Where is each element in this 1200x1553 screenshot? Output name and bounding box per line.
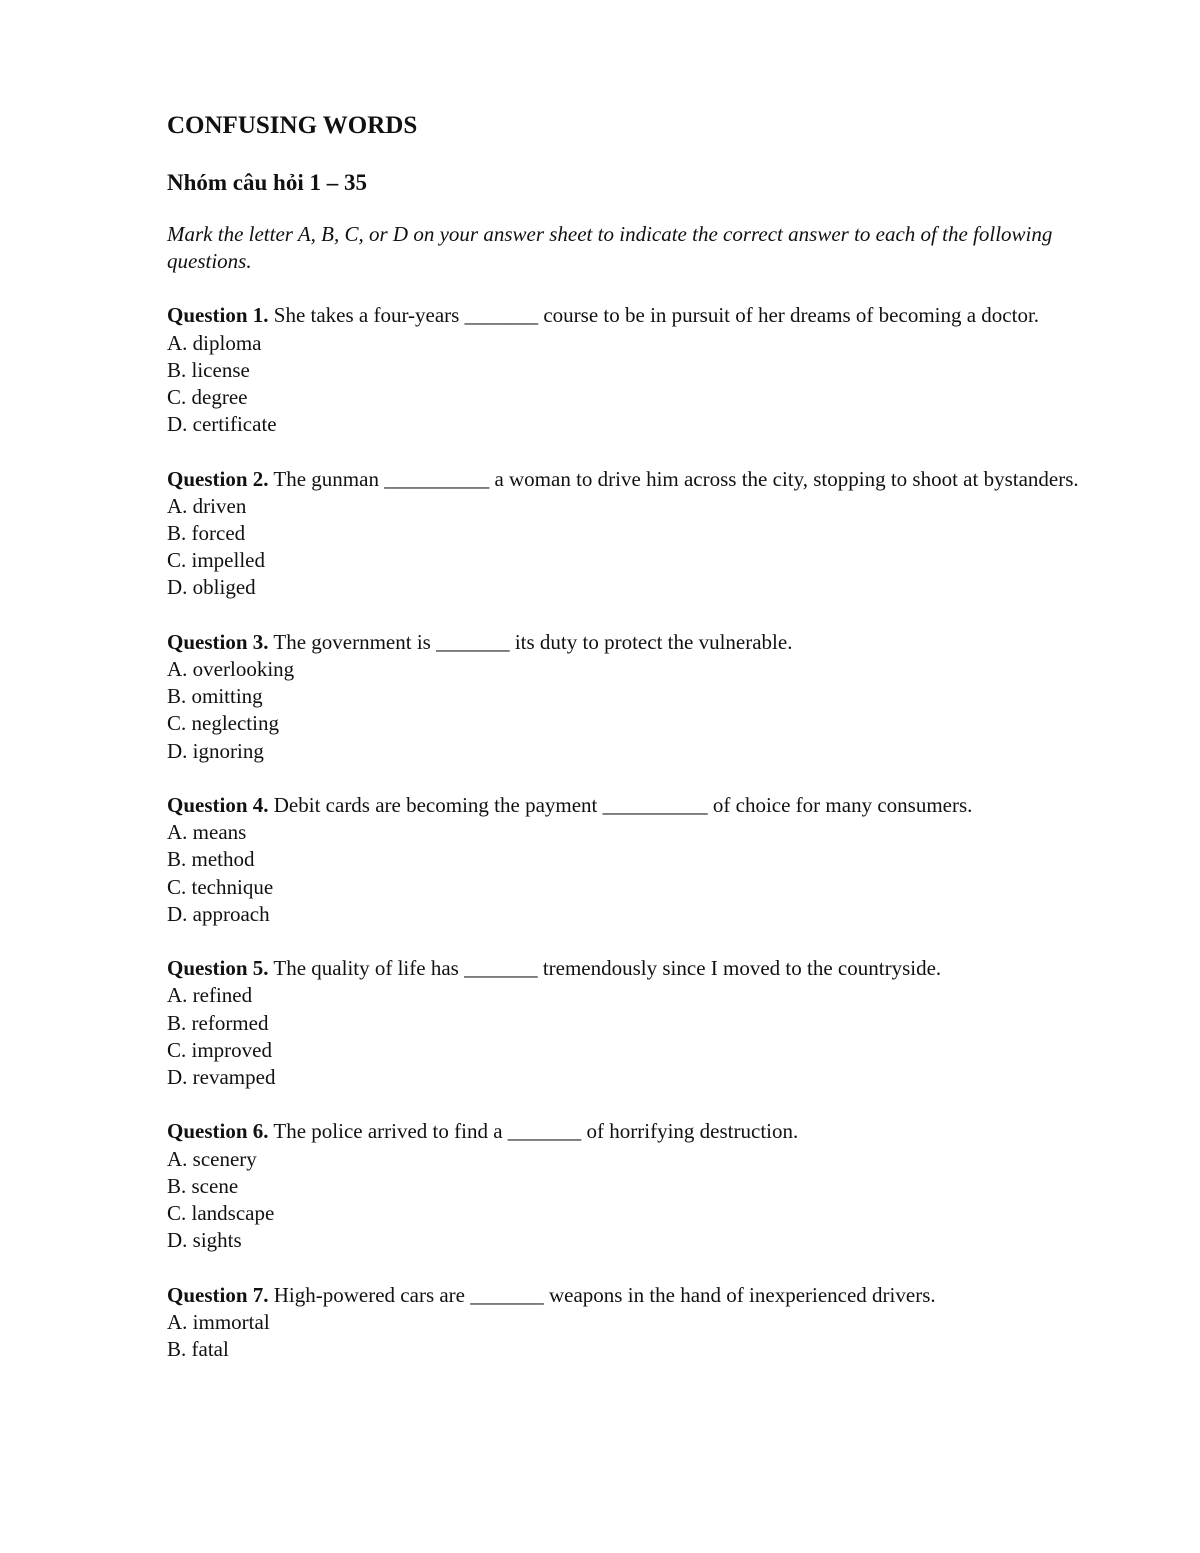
question-label: Question 7. bbox=[167, 1282, 269, 1307]
question-text: Debit cards are becoming the payment __________ of choice for many consumers. bbox=[268, 793, 973, 818]
option-a: A. immortal bbox=[167, 1309, 270, 1334]
option-d: D. ignoring bbox=[167, 738, 264, 763]
option-c: C. degree bbox=[167, 385, 248, 410]
option-d: D. obliged bbox=[167, 575, 256, 600]
option-b: B. fatal bbox=[167, 1337, 229, 1362]
question-text: The quality of life has _______ tremendously since I moved to the countryside. bbox=[268, 956, 942, 981]
option-a: A. refined bbox=[167, 983, 253, 1008]
option-b: B. omitting bbox=[167, 684, 263, 709]
option-b: B. scene bbox=[167, 1173, 239, 1198]
question-label: Question 1. bbox=[167, 303, 269, 328]
question-text: The government is _______ its duty to protect the vulnerable. bbox=[268, 629, 793, 654]
option-a: A. driven bbox=[167, 493, 247, 518]
question-text: She takes a four-years _______ course to be in pursuit of her dreams of becoming a doctor. bbox=[268, 303, 1040, 328]
section-title: Nhóm câu hỏi 1 – 35 bbox=[167, 170, 367, 195]
document-page bbox=[167, 108, 1092, 1390]
question-stem bbox=[167, 1282, 1092, 1309]
option-b: B. forced bbox=[167, 521, 246, 546]
question-stem bbox=[167, 466, 1092, 493]
option-a: A. means bbox=[167, 820, 247, 845]
question-label: Question 6. bbox=[167, 1119, 269, 1144]
question-label: Question 2. bbox=[167, 466, 269, 491]
option-c: C. improved bbox=[167, 1037, 272, 1062]
option-d: D. sights bbox=[167, 1228, 242, 1253]
question-stem bbox=[167, 302, 1092, 329]
question-label: Question 4. bbox=[167, 793, 269, 818]
question-stem bbox=[167, 792, 1092, 819]
question-text: High-powered cars are _______ weapons in the hand of inexperienced drivers. bbox=[268, 1282, 936, 1307]
question-stem bbox=[167, 955, 1092, 982]
question-text: The gunman __________ a woman to drive him across the city, stopping to shoot at bystanders. bbox=[268, 466, 1079, 491]
question-text: The police arrived to find a _______ of horrifying destruction. bbox=[268, 1119, 799, 1144]
document-title: CONFUSING WORDS bbox=[167, 112, 418, 139]
option-d: D. certificate bbox=[167, 412, 277, 437]
option-b: B. reformed bbox=[167, 1010, 269, 1035]
question-2 bbox=[167, 466, 1092, 602]
option-c: C. impelled bbox=[167, 548, 265, 573]
option-a: A. overlooking bbox=[167, 657, 295, 682]
question-3 bbox=[167, 629, 1092, 765]
question-5 bbox=[167, 955, 1092, 1091]
option-a: A. diploma bbox=[167, 330, 262, 355]
question-label: Question 3. bbox=[167, 629, 269, 654]
question-label: Question 5. bbox=[167, 956, 269, 981]
option-c: C. neglecting bbox=[167, 711, 279, 736]
question-7 bbox=[167, 1282, 1092, 1364]
question-4 bbox=[167, 792, 1092, 928]
option-c: C. technique bbox=[167, 874, 274, 899]
option-a: A. scenery bbox=[167, 1146, 257, 1171]
option-d: D. revamped bbox=[167, 1065, 276, 1090]
instructions: Mark the letter A, B, C, or D on your answer sheet to indicate the correct answer to each of the following questions. bbox=[167, 222, 1053, 274]
option-b: B. license bbox=[167, 357, 250, 382]
option-c: C. landscape bbox=[167, 1201, 275, 1226]
question-stem bbox=[167, 629, 1092, 656]
question-1 bbox=[167, 302, 1092, 438]
question-6 bbox=[167, 1118, 1092, 1254]
question-stem bbox=[167, 1118, 1092, 1145]
option-d: D. approach bbox=[167, 901, 270, 926]
option-b: B. method bbox=[167, 847, 255, 872]
